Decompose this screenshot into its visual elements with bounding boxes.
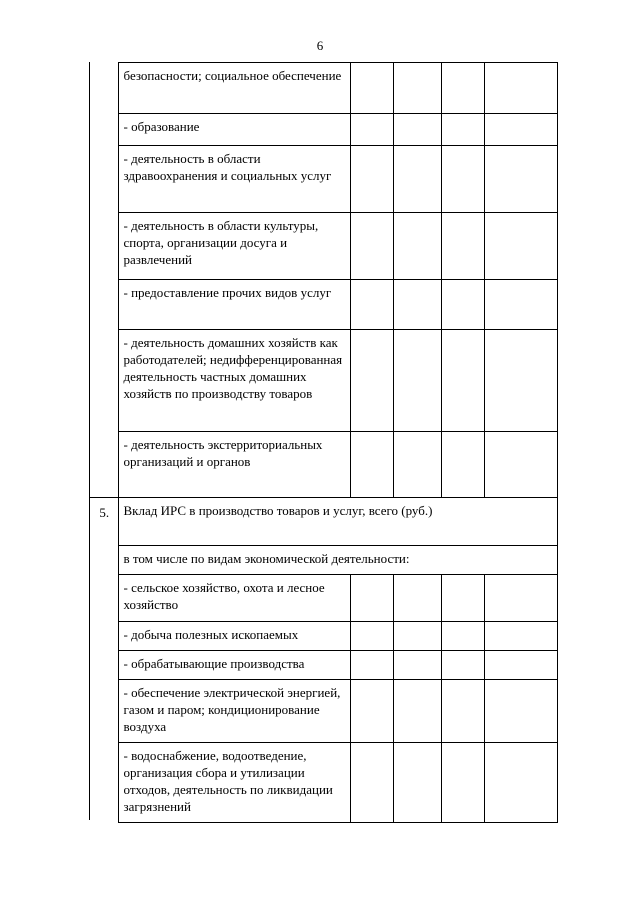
table-row — [89, 63, 557, 114]
table-row — [89, 575, 557, 622]
statistics-table — [89, 62, 558, 823]
table-row — [89, 213, 557, 280]
row-label: - деятельность в области культуры, спорта, организации досуга и развлечений — [118, 213, 350, 280]
row-label: - добыча полезных ископаемых — [118, 622, 350, 651]
page-number: 6 — [316, 38, 324, 53]
table-row — [89, 146, 557, 213]
item-number: 5. — [89, 498, 118, 546]
row-label: - деятельность экстерриториальных организаций и органов — [118, 432, 350, 498]
table-row — [89, 114, 557, 146]
table-left-border — [89, 62, 90, 820]
row-number — [89, 63, 118, 114]
row-label: - обеспечение электрической энергией, газом и паром; кондиционирование воздуха — [118, 680, 350, 743]
row-label: безопасности; социальное обеспечение — [118, 63, 350, 114]
table-row-subheader — [89, 546, 557, 575]
row-label: - образование — [118, 114, 350, 146]
table-row — [89, 622, 557, 651]
subheader-label: в том числе по видам экономической деятельности: — [118, 546, 557, 575]
table-row — [89, 280, 557, 330]
table-row — [89, 330, 557, 432]
table-row — [89, 651, 557, 680]
row-label: - предоставление прочих видов услуг — [118, 280, 350, 330]
table-row — [89, 743, 557, 823]
row-label: - деятельность домашних хозяйств как работодателей; недифференцированная деятельность частных домашних хозяйств по производству товаров — [118, 330, 350, 432]
table-row-item5 — [89, 498, 557, 546]
row-label: - обрабатывающие производства — [118, 651, 350, 680]
table-row — [89, 432, 557, 498]
row-label: - сельское хозяйство, охота и лесное хозяйство — [118, 575, 350, 622]
row-label: - водоснабжение, водоотведение, организация сбора и утилизации отходов, деятельность по ликвидации загрязнений — [118, 743, 350, 823]
table-row — [89, 680, 557, 743]
row-label: - деятельность в области здравоохранения и социальных услуг — [118, 146, 350, 213]
item-label: Вклад ИРС в производство товаров и услуг, всего (руб.) — [118, 498, 557, 546]
